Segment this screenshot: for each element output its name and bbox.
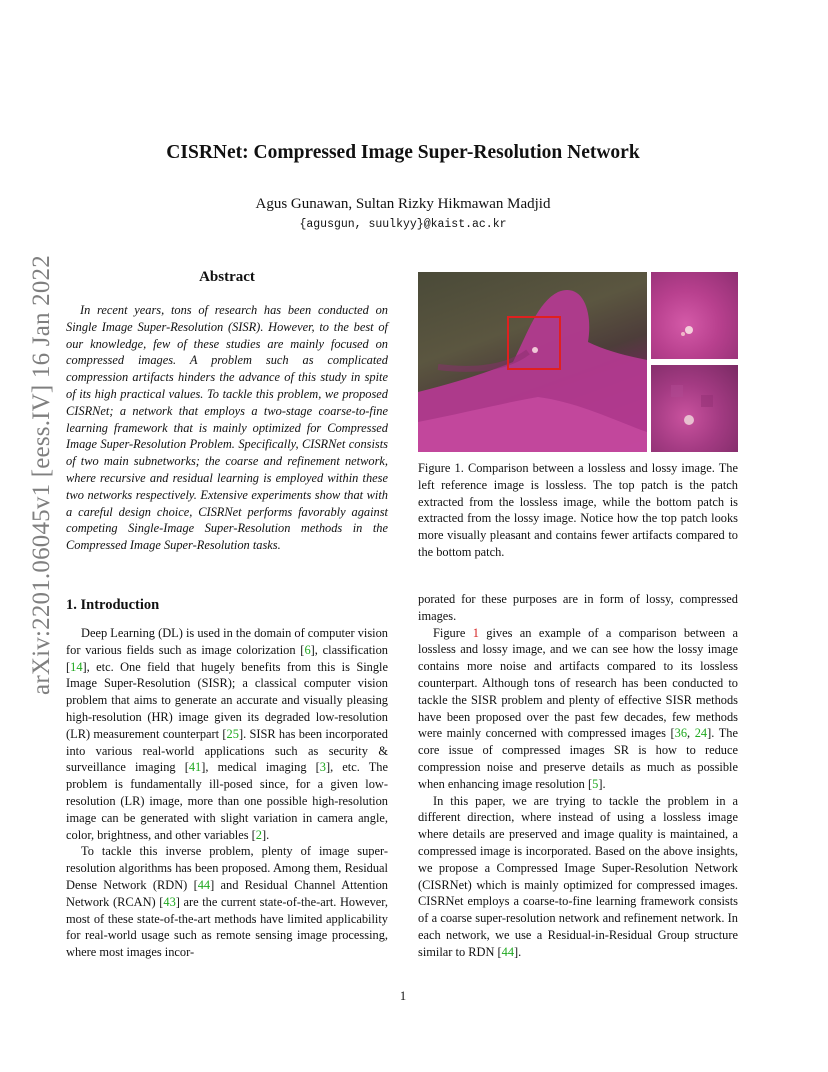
intro-paragraph-3: Figure 1 gives an example of a comparison between a lossless and lossy image, and we can see how the lossy image contains more noise and artifacts compared to its lossless counterpart. Although tons of research has been conducted to tackle the SISR problem and plenty of effective SISR methods have been proposed over the past few decades, few methods were mainly concerned with compressed images [36, 24]. The core issue of compressed images SR is how to reduce compression noise and preserve details as much as possible when enhancing image resolution [5]. bbox=[418, 625, 739, 791]
citation-link[interactable]: 25 bbox=[226, 726, 239, 741]
intro-paragraph-2-continued: porated for these purposes are in form of lossy, compressed images. bbox=[418, 592, 738, 623]
citation-link[interactable]: 6 bbox=[304, 642, 311, 657]
citation-link[interactable]: 44 bbox=[197, 877, 211, 892]
intro-paragraph-1: Deep Learning (DL) is used in the domain of computer vision for various fields such as image colorization [6], classification [14], etc. One field that hugely benefits from this is Single Image Super-Resolution (SISR); a classical computer vision problem that aims to generate an accurate and visually pleasing high-resolution (HR) image given its degraded low-resolution (LR) measurement counterpart [25]. SISR has been incorporated into various real-world applications such as security & surveillance imaging [41], medical imaging [3], etc. The problem is fundamentally ill-posed since, for a given low-resolution (LR) image, more than one possible high-resolution image can be generated with slight variation in camera angle, color, brightness, and other variables [2]. bbox=[66, 626, 389, 842]
right-column bbox=[418, 591, 738, 961]
page-number: 1 bbox=[399, 989, 407, 1003]
citation-link[interactable]: 3 bbox=[319, 760, 326, 775]
citation-link[interactable]: 43 bbox=[163, 894, 176, 909]
citation-link[interactable]: 41 bbox=[188, 760, 202, 775]
intro-paragraph-4: In this paper, we are trying to tackle the problem in a different direction, where instead of using a lossless image where details are preserved and image quality is maintained, a compressed image is incorporated. Based on the above insights, we propose a Compressed Image Super-Resolution Network (CISRNet) which is mainly optimized for compressed images. CISRNet employs a coarse-to-fine learning framework consists of a coarse super-resolution network and refinement network. In each network, we use a Residual-in-Residual Group structure similar to RDN [44]. bbox=[418, 793, 738, 959]
abstract-heading: Abstract bbox=[199, 269, 255, 285]
lossless-reference-image bbox=[418, 272, 647, 452]
paper-title: CISRNet: Compressed Image Super-Resolution Network bbox=[166, 142, 640, 163]
lossless-patch bbox=[651, 272, 738, 359]
paper-authors: Agus Gunawan, Sultan Rizky Hikmawan Madjid bbox=[255, 196, 551, 212]
figure-1 bbox=[418, 272, 738, 452]
lossless-patch-texture bbox=[651, 272, 738, 359]
citation-link[interactable]: 44 bbox=[501, 944, 515, 959]
citation-link[interactable]: 2 bbox=[255, 827, 262, 842]
abstract-text: In recent years, tons of research has been conducted on Single Image Super-Resolution (SISR). However, to the best of our knowledge, few of these studies are mainly focused on compressed images. A problem such as complicated compression artifacts hinders the advance of this study in spite of its high practical values. To tackle this problem, we proposed CISRNet; a network that employs a two-stage coarse-to-fine learning framework that is mainly optimized for Compressed Image Super-Resolution Problem. Specifically, CISRNet consists of two main subnetworks; the coarse and refinement network, where recursive and residual learning is employed within these two networks respectively. Extensive experiments show that with a careful design choice, CISRNet performs favorably against competing Single-Image Super-Resolution methods in the Compressed Image Super-Resolution tasks. bbox=[66, 303, 388, 553]
lossy-patch-texture bbox=[651, 365, 738, 452]
citation-link[interactable]: 5 bbox=[592, 776, 599, 791]
figure-1-caption: Figure 1. Comparison between a lossless and lossy image. The left reference image is lossless. The top patch is the patch extracted from the lossless image, while the bottom patch is extracted from the lossy image. Notice how the top patch looks more visually pleasant and contains fewer artifacts compared to the bottom patch. bbox=[418, 461, 738, 559]
arxiv-stamp-text: arXiv:2201.06045v1 [eess.IV] 16 Jan 2022 bbox=[28, 255, 55, 695]
citation-link[interactable]: 36 bbox=[674, 726, 688, 741]
left-column bbox=[66, 625, 388, 961]
figure-reference-link[interactable]: 1 bbox=[472, 625, 479, 640]
lossy-patch bbox=[651, 365, 738, 452]
citation-link[interactable]: 24 bbox=[694, 726, 708, 741]
citation-link[interactable]: 14 bbox=[70, 659, 83, 674]
starfish-illustration bbox=[418, 272, 647, 452]
introduction-heading: 1. Introduction bbox=[66, 597, 160, 613]
intro-paragraph-2: To tackle this inverse problem, plenty of image super-resolution algorithms has been proposed. Among them, Residual Dense Network (RDN) [44] and Residual Channel Attention Network (RCAN) [43] are the current state-of-the-art. However, most of these state-of-the-art methods have limited applicability for real-world usage such as remote sensing image processing, where most images incor- bbox=[66, 844, 388, 960]
arxiv-stamp bbox=[22, 255, 62, 695]
author-email: {agusgun, suulkyy}@kaist.ac.kr bbox=[299, 218, 507, 231]
